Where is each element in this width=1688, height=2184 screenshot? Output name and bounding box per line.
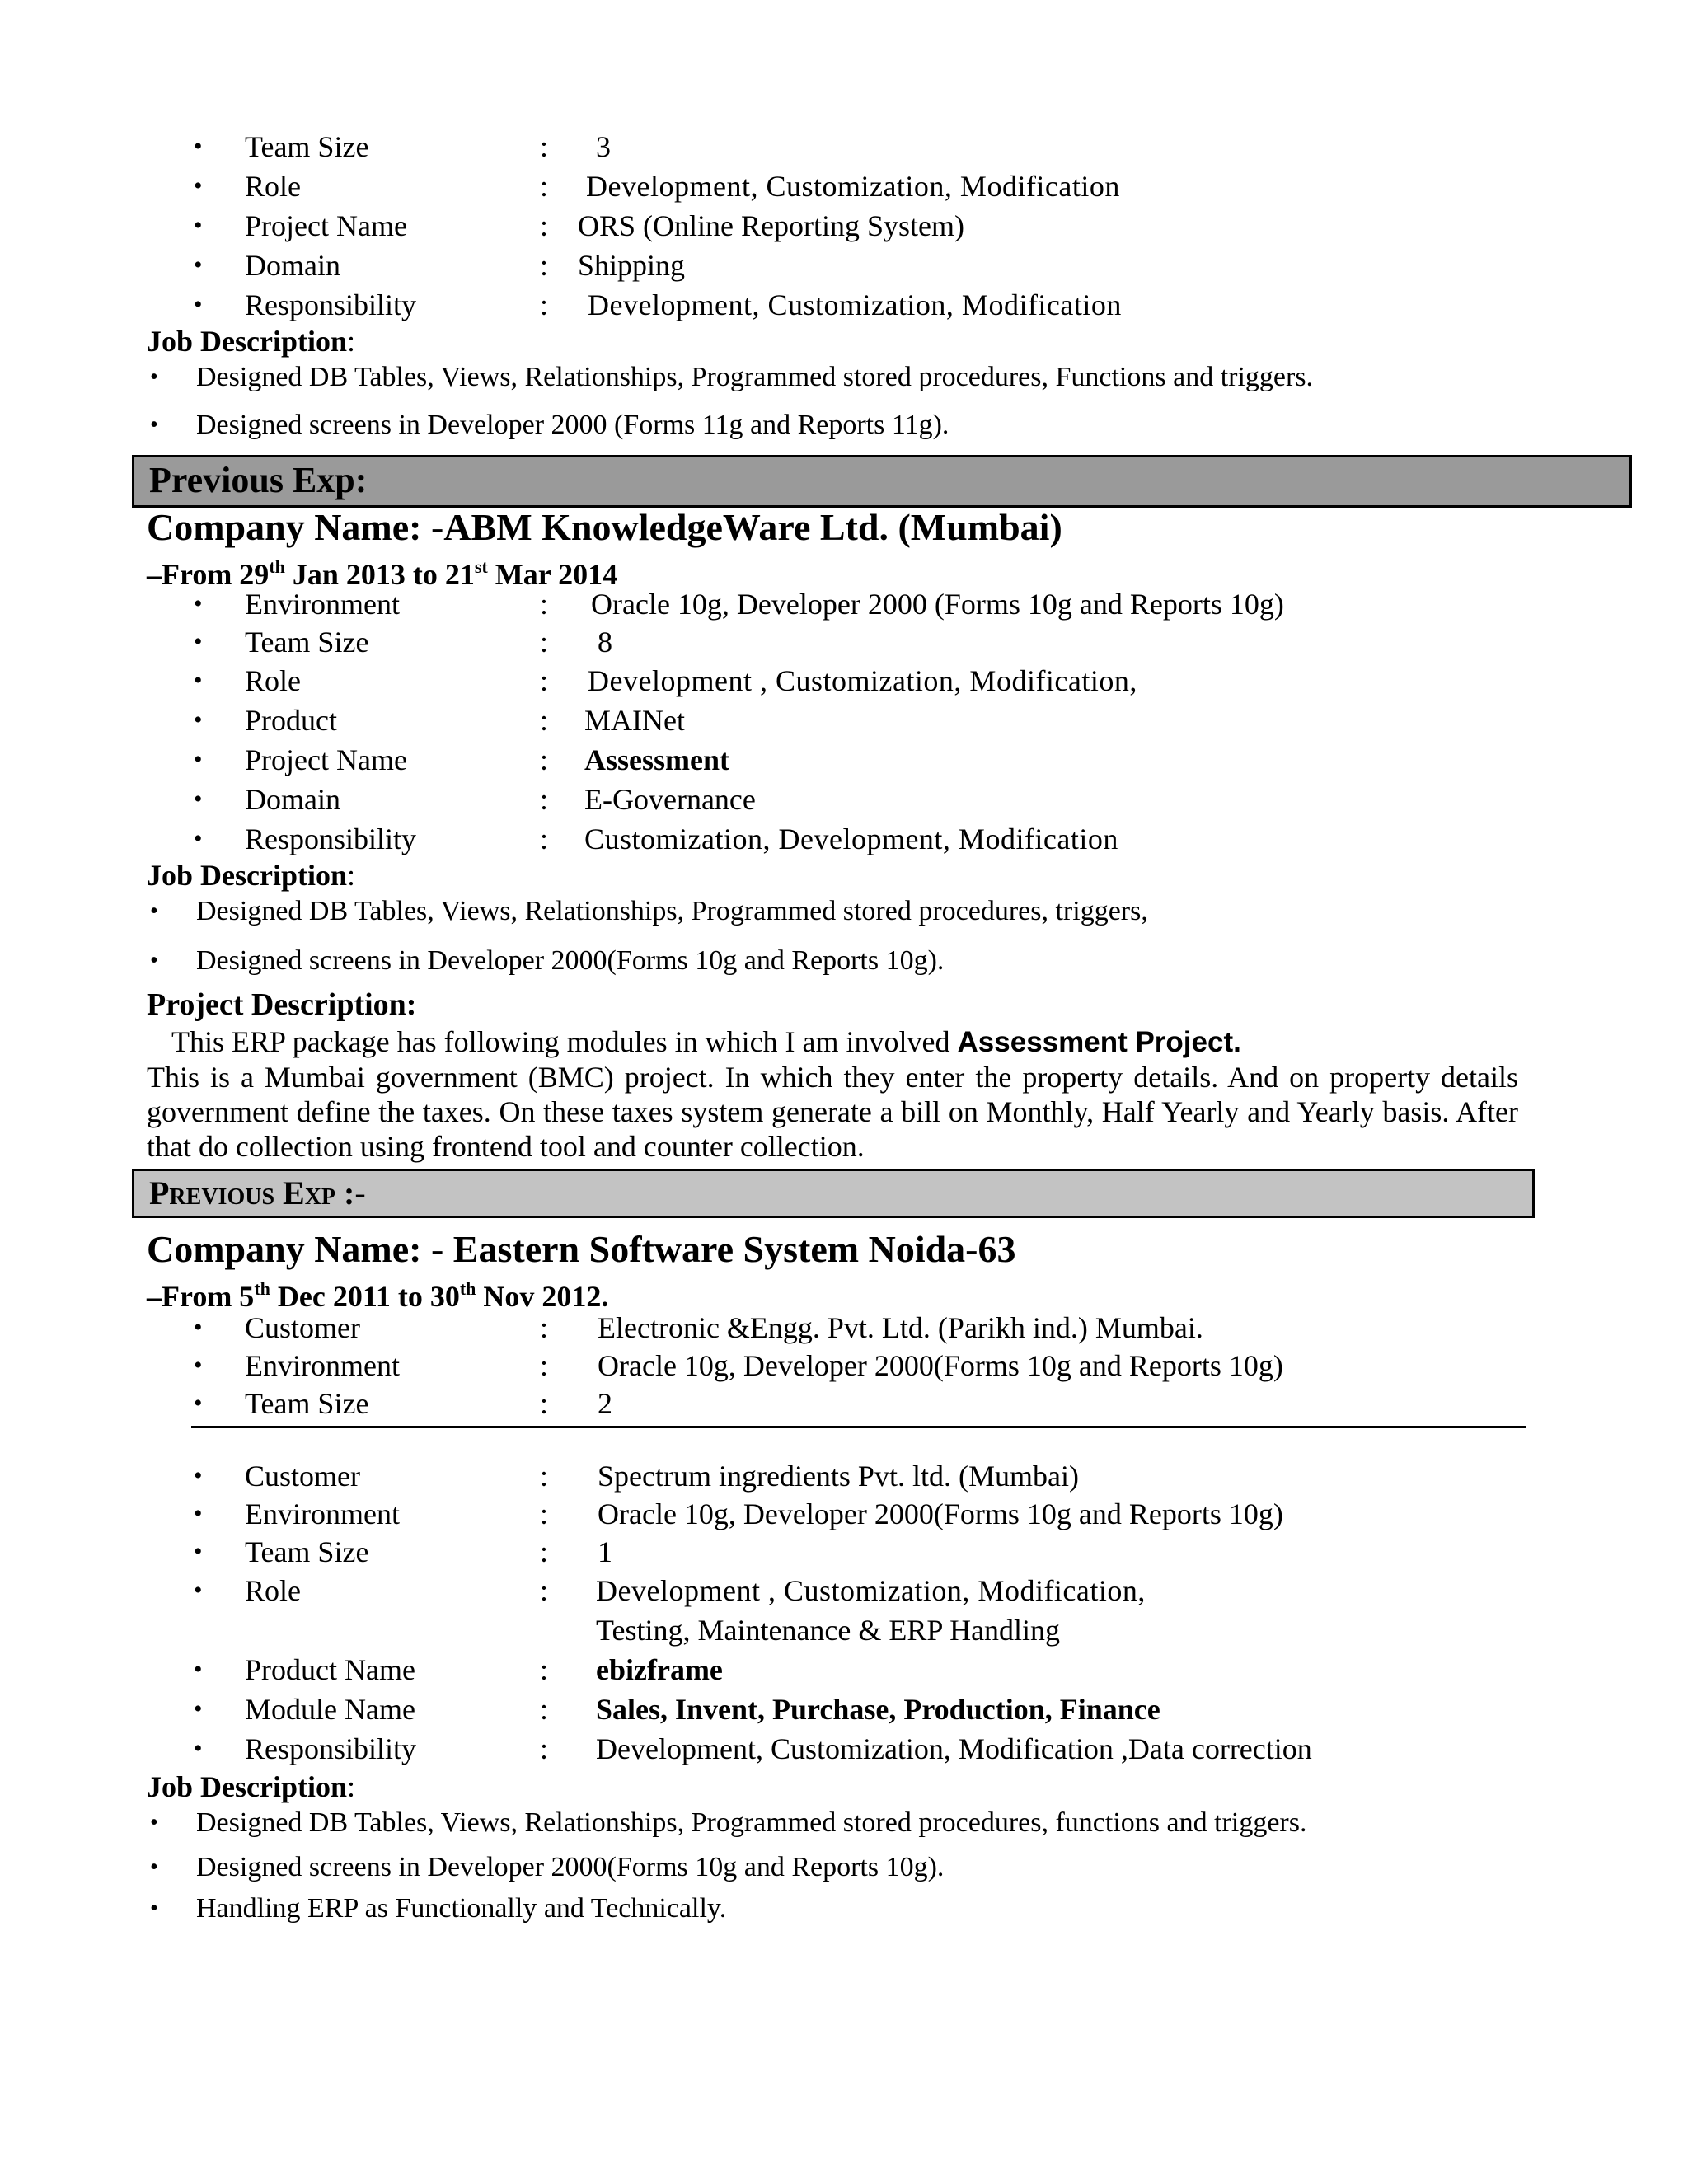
- list-item: [147, 944, 1548, 977]
- detail-value: Development, Customization, Modification: [588, 288, 1122, 321]
- detail-label: Responsibility: [245, 1732, 417, 1765]
- detail-row: [194, 1729, 1529, 1769]
- detail-value: Oracle 10g, Developer 2000 (Forms 10g and Reports 10g): [591, 588, 1284, 621]
- company-name: Company Name: -ABM KnowledgeWare Ltd. (Mumbai): [147, 506, 1062, 548]
- ordinal-suffix: th: [254, 1278, 270, 1299]
- detail-label: Role: [245, 664, 301, 697]
- bullet: •: [194, 1695, 203, 1722]
- detail-label: Customer: [245, 1460, 360, 1493]
- detail-label: Customer: [245, 1311, 360, 1344]
- detail-row: [194, 819, 1529, 859]
- colon: :: [540, 1460, 549, 1493]
- detail-row: [194, 1650, 1529, 1690]
- colon: :: [540, 209, 549, 242]
- bullet: •: [150, 412, 158, 438]
- bullet: •: [194, 251, 203, 279]
- detail-label: Project Name: [245, 743, 407, 776]
- detail-value: MAINet: [584, 704, 685, 737]
- detail-row: [194, 623, 1529, 661]
- colon: :: [540, 288, 549, 321]
- bullet: •: [194, 212, 203, 239]
- section-bar-previous-exp-2: Previous Exp :-: [132, 1169, 1535, 1218]
- top-job-items: [147, 361, 1548, 442]
- colon: :: [540, 1574, 549, 1607]
- detail-label: Product Name: [245, 1653, 415, 1686]
- detail-value: Electronic &Engg. Pvt. Ltd. (Parikh ind.) Mumbai.: [598, 1311, 1203, 1344]
- bullet: •: [194, 1735, 203, 1762]
- detail-row: [194, 780, 1529, 819]
- detail-row: [194, 1495, 1529, 1533]
- detail-value: 3: [596, 130, 611, 163]
- bullet: •: [194, 706, 203, 733]
- job-description-heading: Job Description:: [147, 1770, 356, 1803]
- list-item: [147, 1892, 1548, 1925]
- ordinal-suffix: th: [459, 1278, 476, 1299]
- list-item: [147, 1807, 1548, 1851]
- detail-label: Environment: [245, 588, 400, 621]
- bullet: •: [194, 825, 203, 852]
- detail-row: [194, 1571, 1529, 1650]
- detail-value: Development , Customization, Modification,: [596, 1574, 1146, 1607]
- detail-row: [194, 246, 1529, 285]
- bullet: •: [150, 948, 158, 973]
- detail-value-continued: Testing, Maintenance & ERP Handling: [596, 1614, 1061, 1647]
- detail-row: [194, 740, 1529, 780]
- company-name: Company Name: - Eastern Software System Noida-63: [147, 1228, 1016, 1270]
- bullet: •: [150, 1810, 158, 1835]
- detail-value: Development, Customization, Modification ,Data correction: [596, 1732, 1312, 1765]
- detail-row: [194, 285, 1529, 325]
- detail-label: Domain: [245, 783, 340, 816]
- list-item-text: Designed DB Tables, Views, Relationships, Programmed stored procedures, Functions and triggers.: [196, 362, 1314, 392]
- bullet: •: [194, 785, 203, 813]
- colon: :: [540, 249, 549, 282]
- colon: :: [540, 1732, 549, 1765]
- detail-value: Spectrum ingredients Pvt. ltd. (Mumbai): [598, 1460, 1079, 1493]
- project-intro: [171, 1024, 1241, 1061]
- bullet: •: [194, 746, 203, 773]
- list-item-text: Designed screens in Developer 2000 (Forms 11g and Reports 11g).: [196, 410, 950, 440]
- detail-value: Oracle 10g, Developer 2000(Forms 10g and Reports 10g): [598, 1349, 1283, 1382]
- detail-row: [194, 1385, 1529, 1422]
- period-end: Mar 2014: [487, 558, 618, 591]
- job-description-label: Job Description: [147, 1770, 347, 1803]
- detail-value: 1: [598, 1535, 612, 1568]
- detail-value: 8: [598, 626, 612, 658]
- colon: :: [540, 1497, 549, 1530]
- detail-value: E-Governance: [584, 783, 756, 816]
- colon: :: [540, 130, 549, 163]
- bullet: •: [194, 1390, 203, 1417]
- ordinal-suffix: st: [474, 556, 488, 577]
- detail-row: [194, 701, 1529, 740]
- colon: :: [540, 743, 549, 776]
- detail-value: ebizframe: [596, 1653, 723, 1686]
- bullet: •: [194, 1352, 203, 1379]
- period-mid: Jan 2013 to 21: [284, 558, 475, 591]
- list-item-text: Designed DB Tables, Views, Relationships, Programmed stored procedures, triggers,: [196, 896, 1148, 926]
- list-item-text: Designed screens in Developer 2000(Forms 10g and Reports 10g).: [196, 1852, 945, 1882]
- bullet: •: [194, 1314, 203, 1341]
- detail-row: [194, 1347, 1529, 1385]
- colon: :: [540, 626, 549, 658]
- detail-label: Role: [245, 170, 301, 203]
- list-item: [147, 1851, 1548, 1892]
- list-item-text: Designed screens in Developer 2000(Forms 10g and Reports 10g).: [196, 945, 945, 976]
- list-item: [147, 361, 1548, 409]
- project-description-body: This is a Mumbai government (BMC) project. In which they enter the property details. And on property details government define the taxes. On these taxes system generate a bill on Monthly, Half Yearly and Yearly basis. After that do collection using frontend tool and counter collection.: [147, 1061, 1518, 1163]
- list-item: [147, 895, 1548, 944]
- project-intro-emphasis: Assessment Project.: [957, 1026, 1241, 1058]
- section2-details-a: [194, 1309, 1529, 1422]
- detail-label: Responsibility: [245, 823, 417, 855]
- detail-label: Project Name: [245, 209, 407, 242]
- bullet: •: [194, 667, 203, 694]
- section-bar-previous-exp: Previous Exp:: [132, 455, 1632, 508]
- bullet: •: [194, 628, 203, 655]
- detail-value: Oracle 10g, Developer 2000(Forms 10g and Reports 10g): [598, 1497, 1283, 1530]
- list-item: [147, 409, 1548, 442]
- detail-value: ORS (Online Reporting System): [578, 209, 964, 242]
- detail-label: Team Size: [245, 1535, 369, 1568]
- colon: :: [540, 664, 549, 697]
- detail-row: [194, 1309, 1529, 1347]
- section1-job-items: [147, 895, 1548, 977]
- bullet: •: [194, 1462, 203, 1489]
- colon: :: [540, 1693, 549, 1726]
- colon: :: [540, 1535, 549, 1568]
- detail-row: [194, 166, 1529, 206]
- divider-rule: [191, 1426, 1526, 1428]
- detail-value: Development, Customization, Modification: [586, 170, 1120, 203]
- bullet: •: [194, 590, 203, 617]
- period-end: Nov 2012.: [476, 1280, 609, 1313]
- bullet: •: [150, 1854, 158, 1880]
- bullet: •: [194, 1577, 203, 1604]
- period-start: –From 5: [147, 1280, 255, 1313]
- job-description-heading: Job Description:: [147, 325, 356, 358]
- detail-value: Sales, Invent, Purchase, Production, Finance: [596, 1693, 1160, 1726]
- bullet: •: [194, 1656, 203, 1683]
- colon: :: [540, 1311, 549, 1344]
- detail-row: [194, 585, 1529, 623]
- detail-label: Environment: [245, 1349, 400, 1382]
- detail-label: Team Size: [245, 1387, 369, 1420]
- period-mid: Dec 2011 to 30: [270, 1280, 460, 1313]
- colon: :: [540, 704, 549, 737]
- section1-details: [194, 585, 1529, 859]
- top-project-details: [194, 127, 1529, 325]
- job-description-label: Job Description: [147, 325, 347, 358]
- job-description-label: Job Description: [147, 859, 347, 892]
- bullet: •: [150, 364, 158, 390]
- project-intro-text: This ERP package has following modules in which I am involved: [171, 1025, 950, 1058]
- list-item-text: Designed DB Tables, Views, Relationships, Programmed stored procedures, functions and triggers.: [196, 1807, 1307, 1838]
- detail-value: Customization, Development, Modification: [584, 823, 1118, 855]
- detail-value: Shipping: [578, 249, 686, 282]
- detail-label: Product: [245, 704, 337, 737]
- period-start: –From 29: [147, 558, 270, 591]
- colon: :: [540, 1349, 549, 1382]
- detail-row: [194, 1457, 1529, 1495]
- bullet: •: [194, 172, 203, 199]
- bullet: •: [150, 898, 158, 924]
- bullet: •: [194, 291, 203, 318]
- detail-label: Role: [245, 1574, 301, 1607]
- ordinal-suffix: th: [269, 556, 285, 577]
- detail-row: [194, 1533, 1529, 1571]
- colon: :: [540, 1387, 549, 1420]
- detail-row: [194, 1690, 1529, 1729]
- colon: :: [540, 1653, 549, 1686]
- bullet: •: [194, 1538, 203, 1565]
- detail-label: Environment: [245, 1497, 400, 1530]
- list-item-text: Handling ERP as Functionally and Technically.: [196, 1893, 727, 1924]
- colon: :: [540, 588, 549, 621]
- colon: :: [540, 823, 549, 855]
- colon: :: [540, 783, 549, 816]
- bullet: •: [194, 133, 203, 160]
- job-description-heading: Job Description:: [147, 859, 356, 892]
- section2-details-b: [194, 1457, 1529, 1769]
- detail-label: Team Size: [245, 130, 369, 163]
- project-description-heading: Project Description:: [147, 987, 417, 1022]
- detail-row: [194, 661, 1529, 701]
- detail-label: Responsibility: [245, 288, 417, 321]
- detail-row: [194, 127, 1529, 166]
- bullet: •: [150, 1896, 158, 1921]
- detail-row: [194, 206, 1529, 246]
- detail-label: Team Size: [245, 626, 369, 658]
- detail-label: Module Name: [245, 1693, 415, 1726]
- detail-value: Assessment: [584, 743, 729, 776]
- section2-job-items: [147, 1807, 1548, 1925]
- colon: :: [540, 170, 549, 203]
- bullet: •: [194, 1500, 203, 1527]
- detail-value: Development , Customization, Modification,: [588, 664, 1137, 697]
- detail-label: Domain: [245, 249, 340, 282]
- detail-value: 2: [598, 1387, 612, 1420]
